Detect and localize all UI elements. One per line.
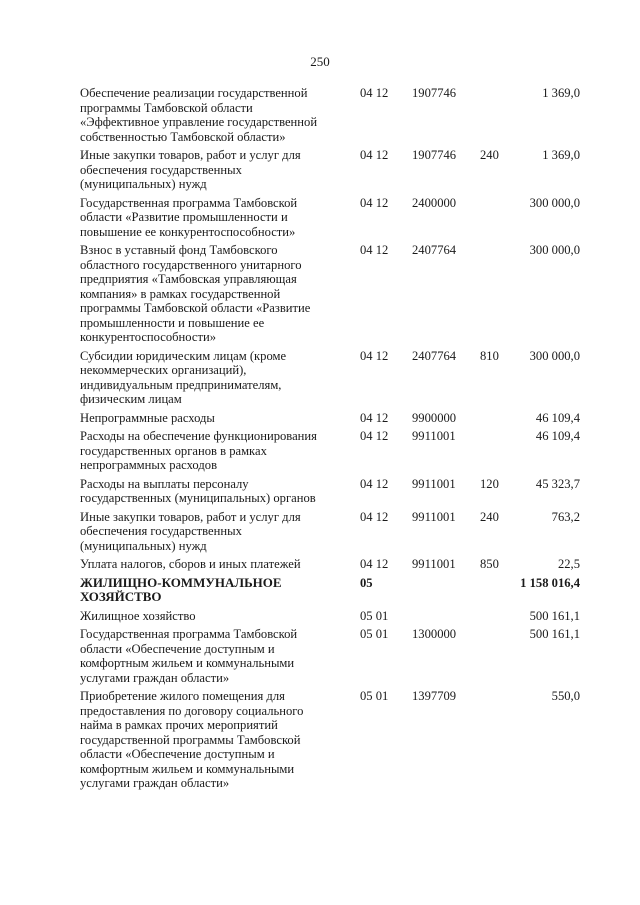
row-target-article-code: 2400000	[412, 195, 457, 210]
row-section-code: 04 12	[360, 509, 389, 524]
row-expense-type-code: 240	[480, 509, 499, 524]
row-name: Обеспечение реализации государственной программы Тамбовской области «Эффективное управление государственной собственностью Тамбовской области»	[80, 86, 318, 144]
row-amount: 46 109,4	[535, 429, 580, 443]
row-amount: 550,0	[551, 689, 580, 703]
row-target-article-code: 2407764	[412, 243, 457, 257]
row-name: Взнос в уставный фонд Тамбовского областного государственного унитарного предприятия «Тамбовская управляющая компания» в рамках государственной программы Тамбовской области «Развитие промышленности и повышение ее конкурентоспособности»	[80, 243, 311, 344]
row-expense-type-code: 850	[480, 557, 499, 571]
row-amount: 500 161,1	[529, 608, 580, 623]
table-row	[80, 196, 580, 240]
row-section-code: 04 12	[360, 148, 389, 162]
row-target-article-code: 9911001	[412, 557, 456, 571]
row-target-article-code: 1397709	[412, 689, 457, 703]
row-amount: 1 369,0	[542, 148, 580, 162]
row-target-article-code: 9911001	[412, 429, 456, 443]
row-section-code: 05	[360, 575, 373, 590]
row-name: Жилищное хозяйство	[80, 608, 196, 623]
row-section-code: 04 12	[360, 348, 389, 363]
row-section-code: 04 12	[360, 429, 389, 443]
row-name: Субсидии юридическим лицам (кроме некоммерческих организаций), индивидуальным предпринимателям, физическим лицам	[80, 348, 287, 406]
row-amount: 300 000,0	[529, 348, 580, 363]
row-name: Приобретение жилого помещения для предоставления по договору социального найма в рамках прочих мероприятий государственной программы Тамбовской области «Обеспечение доступным и комфортным жильем и коммунальными услугами граждан области»	[80, 689, 304, 790]
row-amount: 1 369,0	[542, 86, 580, 100]
row-section-code: 04 12	[360, 86, 389, 100]
row-target-article-code: 1907746	[412, 86, 457, 100]
row-amount: 1 158 016,4	[520, 575, 580, 590]
row-amount: 22,5	[557, 557, 580, 571]
row-name: Расходы на обеспечение функционирования государственных органов в рамках непрограммных расходов	[80, 429, 317, 472]
table-row	[80, 576, 580, 605]
row-name: Иные закупки товаров, работ и услуг для обеспечения государственных (муниципальных) нужд	[80, 509, 301, 553]
table-row	[80, 243, 580, 345]
row-expense-type-code: 240	[480, 148, 499, 162]
row-section-code: 04 12	[360, 476, 389, 491]
row-target-article-code: 9911001	[412, 476, 456, 491]
row-section-code: 04 12	[360, 410, 389, 425]
table-row	[80, 627, 580, 685]
table-row	[80, 609, 580, 624]
row-expense-type-code: 120	[480, 476, 499, 491]
table-row	[80, 148, 580, 192]
row-amount: 46 109,4	[535, 410, 580, 425]
row-name: Расходы на выплаты персоналу государственных (муниципальных) органов	[80, 476, 316, 505]
row-section-code: 05 01	[360, 689, 389, 703]
row-name: Уплата налогов, сборов и иных платежей	[80, 557, 301, 571]
page-number: 250	[310, 54, 330, 69]
table-row	[80, 411, 580, 426]
row-name: Государственная программа Тамбовской области «Развитие промышленности и повышение ее конкурентоспособности»	[80, 195, 298, 239]
row-amount: 500 161,1	[529, 627, 580, 641]
row-section-code: 05 01	[360, 627, 389, 641]
budget-table	[80, 86, 580, 795]
table-row	[80, 510, 580, 554]
row-name: Иные закупки товаров, работ и услуг для обеспечения государственных (муниципальных) нужд	[80, 148, 301, 191]
row-amount: 300 000,0	[529, 195, 580, 210]
row-target-article-code: 9900000	[412, 410, 457, 425]
row-amount: 763,2	[551, 509, 580, 524]
row-amount: 45 323,7	[535, 476, 580, 491]
row-section-code: 04 12	[360, 243, 389, 257]
table-row	[80, 557, 580, 572]
row-target-article-code: 1300000	[412, 627, 457, 641]
row-section-code: 04 12	[360, 195, 389, 210]
row-name: Непрограммные расходы	[80, 410, 215, 425]
row-target-article-code: 9911001	[412, 509, 456, 524]
row-target-article-code: 1907746	[412, 148, 457, 162]
row-name: Государственная программа Тамбовской области «Обеспечение доступным и комфортным жильем и коммунальными услугами граждан области»	[80, 627, 298, 685]
row-expense-type-code: 810	[480, 348, 499, 363]
row-amount: 300 000,0	[529, 243, 580, 257]
table-row	[80, 86, 580, 144]
table-row	[80, 689, 580, 791]
table-row	[80, 477, 580, 506]
row-section-code: 05 01	[360, 608, 389, 623]
table-row	[80, 349, 580, 407]
row-name: ЖИЛИЩНО-КОММУНАЛЬНОЕ ХОЗЯЙСТВО	[80, 574, 282, 604]
table-row	[80, 429, 580, 473]
row-section-code: 04 12	[360, 557, 389, 571]
row-target-article-code: 2407764	[412, 348, 457, 363]
